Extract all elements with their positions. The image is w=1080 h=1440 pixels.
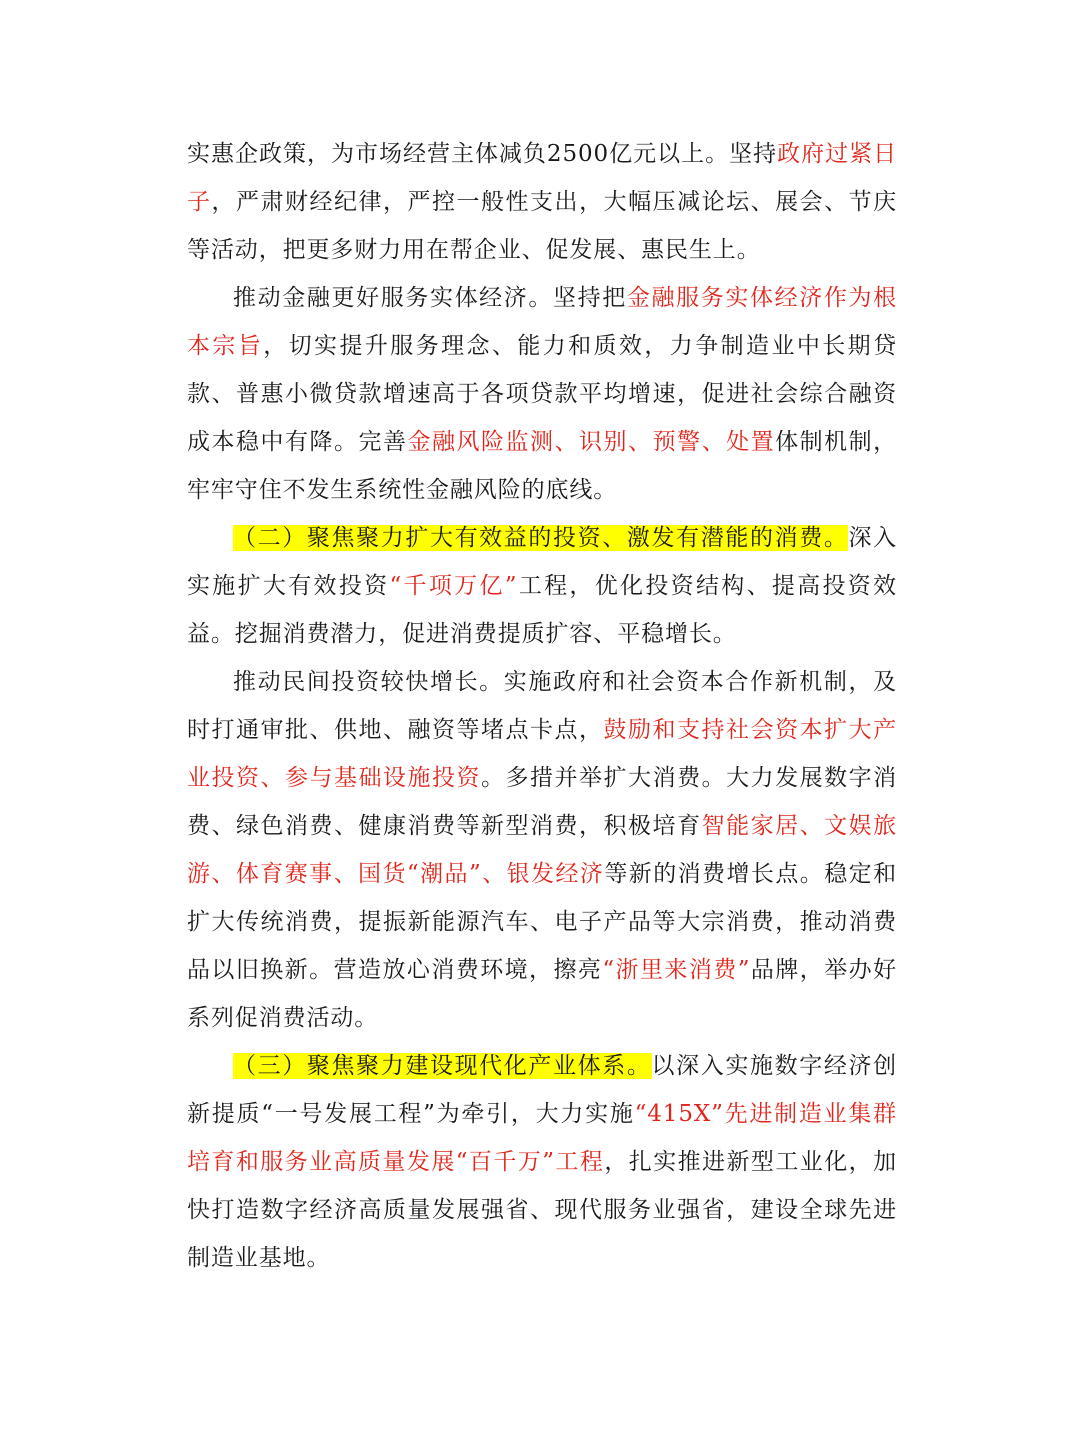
emphasis-text: “千项万亿” (389, 573, 518, 599)
text-run: 等新的消费增长点。稳定和扩大传统消费，提振新能源汽车、电子产品等大宗消费，推动消费品以旧换新。营造放心消费环境，擦亮 (187, 861, 897, 983)
emphasis-text: “415X”先进制造业集群培育和服务业高质量发展“百千万”工程 (187, 1101, 897, 1175)
paragraph-4 (187, 658, 897, 1042)
text-run: 工程，优化投资结构、提高投资效益。挖掘消费潜力，促进消费提质扩容、平稳增长。 (187, 573, 897, 647)
text-run: 深入实施扩大有效投资 (187, 525, 897, 599)
paragraph-2 (187, 274, 897, 514)
highlighted-heading: （三）聚焦聚力建设现代化产业体系。 (233, 1053, 652, 1079)
text-run: 体制机制，牢牢守住不发生系统性金融风险的底线。 (187, 429, 898, 503)
highlighted-heading: （二）聚焦聚力扩大有效益的投资、激发有潜能的消费。 (233, 525, 849, 551)
emphasis-text: 金融服务实体经济作为根本宗旨 (187, 285, 897, 359)
text-run: 品牌，举办好系列促消费活动。 (187, 957, 897, 1031)
text-run: ，严肃财经纪律，严控一般性支出，大幅压减论坛、展会、节庆等活动，把更多财力用在帮企业、促发展、惠民生上。 (187, 189, 898, 263)
paragraph-5 (187, 1042, 897, 1282)
text-run: ，切实提升服务理念、能力和质效，力争制造业中长期贷款、普惠小微贷款增速高于各项贷款平均增速，促进社会综合融资成本稳中有降。完善 (187, 333, 897, 455)
text-run: 推动金融更好服务实体经济。坚持把 (233, 285, 627, 311)
paragraph-3 (187, 514, 897, 658)
text-run: ，扎实推进新型工业化，加快打造数字经济高质量发展强省、现代服务业强省，建设全球先进制造业基地。 (187, 1149, 897, 1271)
emphasis-text: 鼓励和支持社会资本扩大产业投资、参与基础设施投资 (187, 717, 897, 791)
text-run: 。多措并举扩大消费。大力发展数字消费、绿色消费、健康消费等新型消费，积极培育 (187, 765, 897, 839)
document-page (187, 130, 897, 1282)
text-run: 以深入实施数字经济创新提质“一号发展工程”为牵引，大力实施 (187, 1053, 897, 1127)
emphasis-text: 金融风险监测、识别、预警、处置 (407, 429, 776, 455)
emphasis-text: “浙里来消费” (602, 957, 751, 983)
paragraph-1 (187, 130, 897, 274)
emphasis-text: 政府过紧日子 (187, 141, 898, 215)
emphasis-text: 智能家居、文娱旅游、体育赛事、国货“潮品”、银发经济 (187, 813, 898, 887)
text-run: 推动民间投资较快增长。实施政府和社会资本合作新机制，及时打通审批、供地、融资等堵点卡点， (187, 669, 897, 743)
text-run: 实惠企政策，为市场经营主体减负2500亿元以上。坚持 (187, 141, 778, 167)
